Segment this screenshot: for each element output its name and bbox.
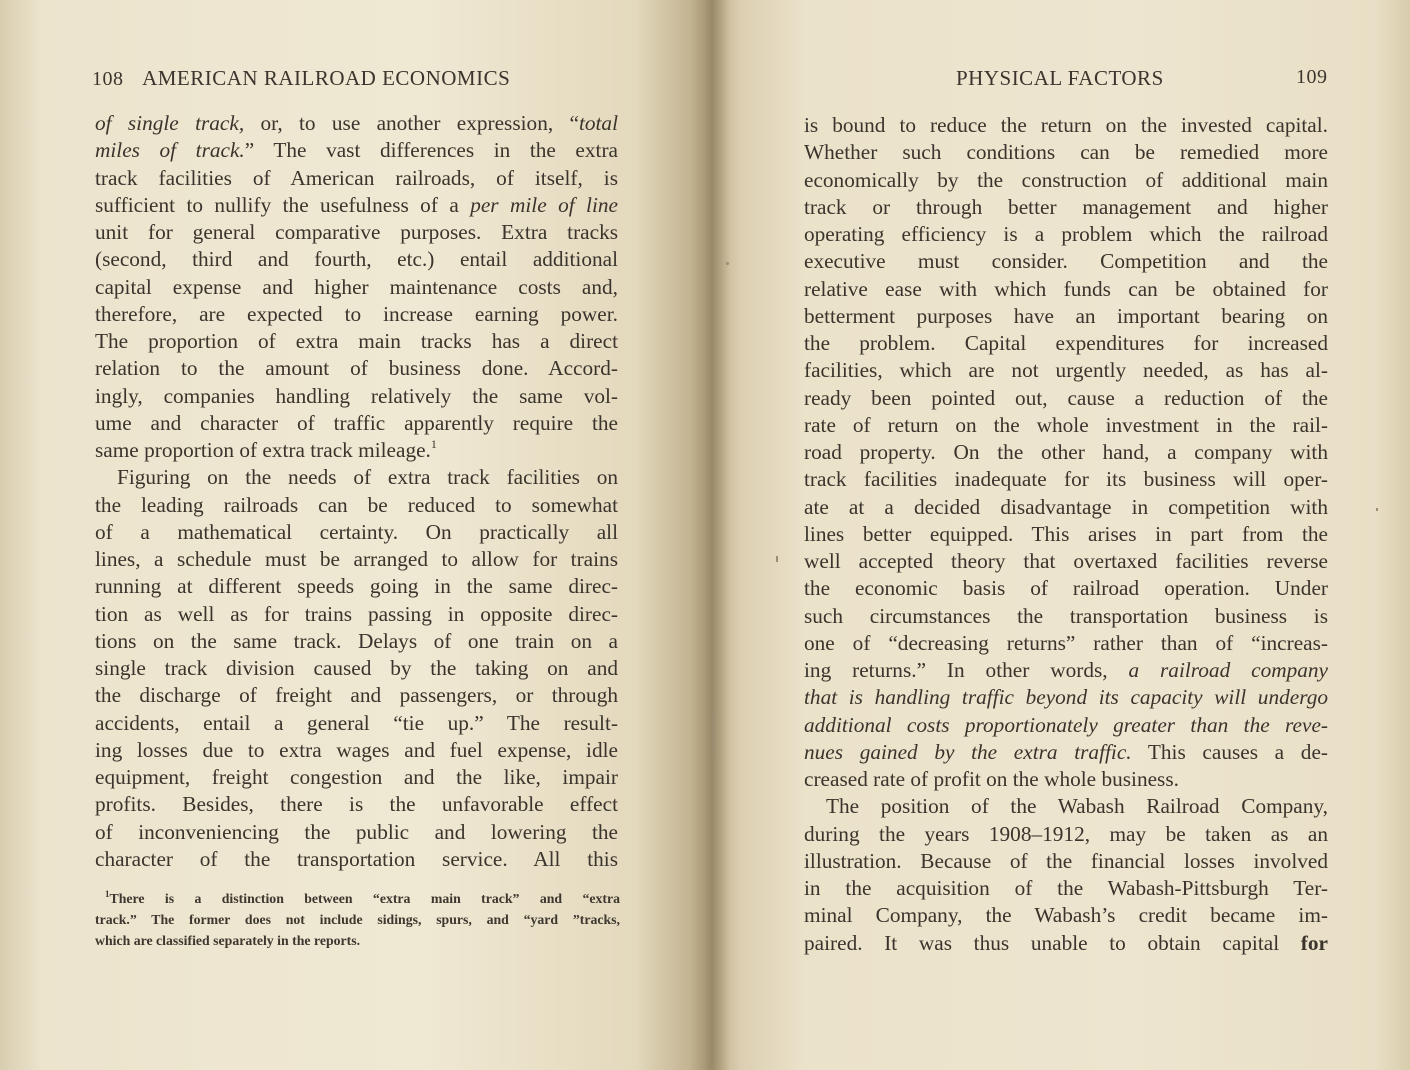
text-run: relation to the amount of business done. Accord- [95, 356, 618, 381]
text-run: The position of the Wabash Railroad Company, [826, 794, 1328, 819]
text-line [95, 601, 618, 628]
footnote-reference: 1 [105, 889, 110, 899]
emphasized-text: total [578, 111, 618, 135]
right-running-head [956, 66, 1328, 92]
text-run: Figuring on the needs of extra track facilities on [117, 465, 618, 490]
text-run: creased rate of profit on the whole business. [804, 767, 1179, 791]
text-line [95, 274, 618, 301]
text-run: the economic basis of railroad operation. Under [804, 576, 1328, 601]
text-line [95, 328, 618, 355]
text-line [804, 385, 1328, 412]
text-line [95, 573, 618, 600]
text-run: during the years 1908–1912, may be taken as an [804, 821, 1328, 846]
footnote-reference: 1 [430, 437, 437, 451]
text-run: accidents, entail a general “tie up.” The result- [95, 710, 618, 735]
left-footnote [95, 888, 620, 951]
text-run: which are classified separately in the reports. [95, 933, 361, 948]
text-run: for [1300, 930, 1328, 955]
text-run: profits. Besides, there is the unfavorable effect [95, 792, 618, 817]
text-run: unit for general comparative purposes. Extra tracks [95, 220, 618, 244]
text-line [804, 112, 1328, 139]
text-run: the discharge of freight and passengers, or through [95, 683, 618, 708]
text-run: sufficient to nullify the usefulness of a [95, 192, 471, 217]
text-run: same proportion of extra track mileage. [95, 438, 431, 462]
text-run: minal Company, the Wabash’s credit became im- [804, 903, 1328, 928]
paper-speck [776, 556, 778, 562]
text-run: ume and character of traffic apparently require the [95, 410, 618, 435]
text-line [95, 383, 618, 410]
right-body-text [804, 112, 1328, 957]
text-line [804, 875, 1328, 902]
text-run: ing returns.” In other words, [804, 658, 1129, 682]
text-line [95, 355, 618, 382]
text-run: track facilities inadequate for its business will oper- [804, 467, 1328, 492]
text-line [804, 766, 1328, 793]
text-run: illustration. Because of the financial losses involved [804, 848, 1328, 873]
text-line [804, 739, 1328, 766]
text-line [804, 712, 1328, 739]
text-run: ingly, companies handling relatively the same vol- [95, 383, 618, 408]
text-line [804, 930, 1328, 957]
text-line [95, 546, 618, 573]
emphasized-text: a railroad company [1128, 658, 1328, 682]
emphasized-text: per mile of line [470, 192, 618, 217]
text-line [804, 848, 1328, 875]
text-line [804, 575, 1328, 602]
text-run: in the acquisition of the Wabash-Pittsburgh Ter- [804, 876, 1328, 900]
text-line [804, 548, 1328, 575]
text-run: ” The vast differences in the extra [244, 138, 618, 163]
text-run: tions on the same track. Delays of one train on a [95, 628, 618, 653]
paper-speck [713, 710, 715, 756]
text-run: track.” The former does not include sidings, spurs, and “yard ”tracks, [95, 912, 620, 927]
text-run: character of the transportation service. All this [95, 846, 618, 871]
text-line [804, 630, 1328, 657]
emphasized-text: miles of track. [95, 138, 245, 163]
text-line [95, 682, 618, 709]
text-line [95, 710, 618, 737]
footnote-line [95, 888, 620, 909]
page-number-right: 109 [1296, 66, 1328, 88]
text-line [804, 657, 1328, 684]
text-line [95, 246, 618, 273]
text-run: There is a distinction between “extra main track” and “extra [109, 891, 620, 906]
emphasized-text: additional costs proportionately greater than the reve- [804, 712, 1328, 737]
text-line [804, 466, 1328, 493]
text-run: executive must consider. Competition and the [804, 249, 1328, 274]
text-line [95, 301, 618, 328]
text-line [804, 303, 1328, 330]
text-line [95, 628, 618, 655]
text-line [804, 276, 1328, 303]
text-line [804, 330, 1328, 357]
text-run: Whether such conditions can be remedied more [804, 140, 1328, 165]
text-run: relative ease with which funds can be obtained for [804, 276, 1328, 301]
text-line [804, 684, 1328, 711]
text-run: The proportion of extra main tracks has a direct [95, 329, 618, 353]
text-run: of a mathematical certainty. On practically all [95, 519, 618, 544]
emphasized-text: that is handling traffic beyond its capacity will undergo [804, 685, 1328, 710]
text-line [804, 603, 1328, 630]
emphasized-text: of single track, [95, 111, 245, 135]
text-run: the problem. Capital expenditures for increased [804, 331, 1328, 355]
text-line [95, 110, 618, 137]
text-run: paired. It was thus unable to obtain capital [804, 930, 1301, 955]
text-run: ate at a decided disadvantage in competition with [804, 494, 1328, 519]
footnote-line [95, 909, 620, 930]
text-line [95, 764, 618, 791]
text-run: therefore, are expected to increase earning power. [95, 301, 618, 326]
running-head-left-title: AMERICAN RAILROAD ECONOMICS [142, 66, 511, 90]
text-run: running at different speeds going in the same direc- [95, 574, 618, 599]
text-line [804, 821, 1328, 848]
text-line [95, 464, 618, 491]
text-run: is bound to reduce the return on the invested capital. [804, 113, 1328, 137]
text-run: ing losses due to extra wages and fuel expense, idle [95, 737, 618, 762]
text-line [95, 165, 618, 192]
text-line [804, 357, 1328, 384]
text-run: one of “decreasing returns” rather than of “increas- [804, 630, 1328, 655]
text-line [804, 221, 1328, 248]
text-run: of inconveniencing the public and lowering the [95, 819, 618, 844]
left-running-head [92, 66, 632, 92]
text-line [804, 902, 1328, 929]
text-run: road property. On the other hand, a company with [804, 440, 1328, 464]
text-run: betterment purposes have an important bearing on [804, 303, 1328, 328]
text-run: single track division caused by the taking on and [95, 656, 618, 680]
text-line [804, 793, 1328, 820]
text-run: This causes a de- [1131, 739, 1328, 764]
text-run: lines, a schedule must be arranged to allow for trains [95, 547, 618, 571]
text-line [95, 519, 618, 546]
paper-speck [1376, 508, 1378, 511]
text-line [804, 412, 1328, 439]
text-run: equipment, freight congestion and the like, impair [95, 765, 618, 789]
text-run: or, to use another expression, “ [244, 111, 579, 135]
text-run: operating efficiency is a problem which the railroad [804, 222, 1328, 246]
text-line [804, 248, 1328, 275]
text-run: lines better equipped. This arises in part from the [804, 521, 1328, 546]
text-line [95, 192, 618, 219]
running-head-right-title: PHYSICAL FACTORS [956, 66, 1164, 90]
text-run: the leading railroads can be reduced to somewhat [95, 492, 618, 517]
text-run: well accepted theory that overtaxed facilities reverse [804, 549, 1328, 573]
left-body-text [95, 110, 618, 873]
text-line [95, 819, 618, 846]
text-run: tion as well as for trains passing in opposite direc- [95, 601, 618, 626]
text-line [804, 194, 1328, 221]
emphasized-text: nues gained by the extra traffic. [804, 739, 1132, 764]
text-line [804, 139, 1328, 166]
text-line [95, 492, 618, 519]
text-run: facilities, which are not urgently needed, as has al- [804, 358, 1328, 383]
text-line [95, 437, 618, 464]
book-gutter [690, 0, 730, 1070]
text-line [95, 791, 618, 818]
text-run: such circumstances the transportation business is [804, 603, 1328, 628]
page-number-left: 108 [92, 68, 124, 90]
text-run: (second, third and fourth, etc.) entail additional [95, 247, 618, 272]
text-run: ready been pointed out, cause a reduction of the [804, 385, 1328, 410]
text-line [95, 219, 618, 246]
text-line [804, 167, 1328, 194]
text-line [95, 137, 618, 164]
text-line [95, 655, 618, 682]
text-run: track or through better management and higher [804, 194, 1328, 219]
text-line [95, 737, 618, 764]
text-run: track facilities of American railroads, of itself, is [95, 165, 618, 190]
text-line [95, 846, 618, 873]
text-run: capital expense and higher maintenance costs and, [95, 274, 618, 299]
paper-speck [726, 262, 729, 265]
text-line [804, 439, 1328, 466]
text-run: economically by the construction of additional main [804, 167, 1328, 192]
text-run: rate of return on the whole investment in the rail- [804, 412, 1328, 437]
text-line [804, 521, 1328, 548]
text-line [95, 410, 618, 437]
text-line [804, 494, 1328, 521]
footnote-line [95, 930, 620, 951]
